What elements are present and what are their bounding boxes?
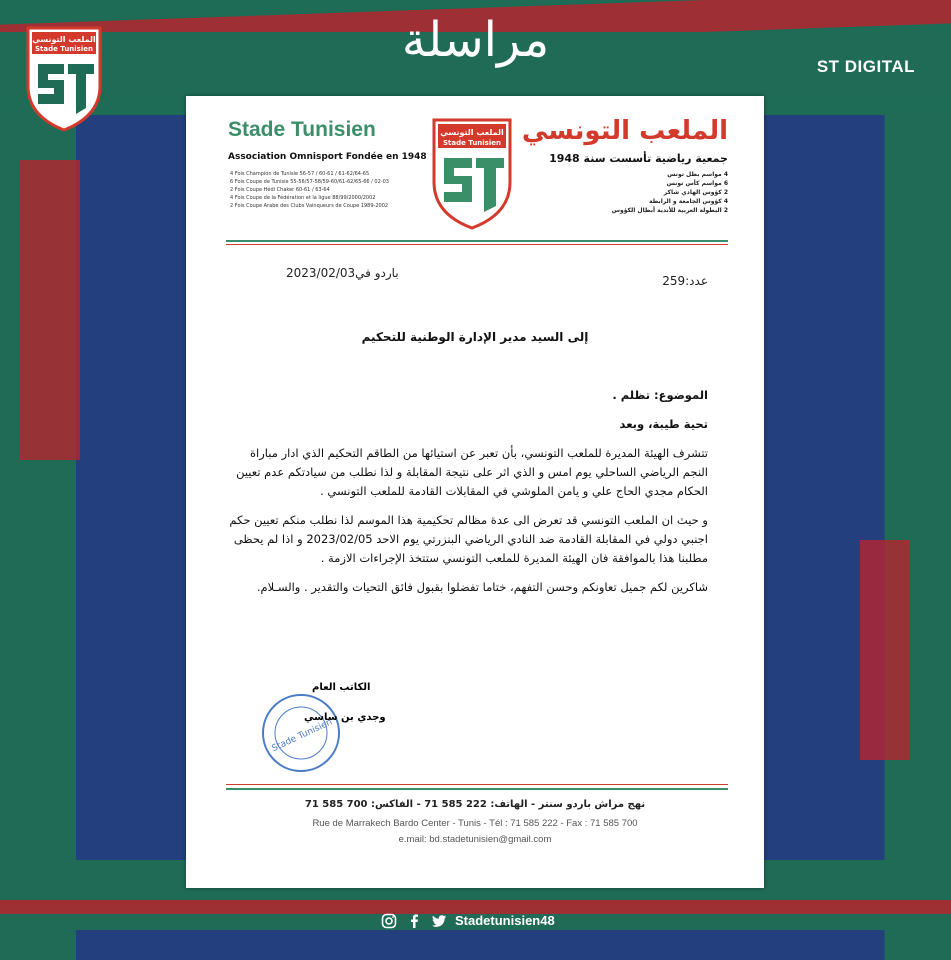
title-fr-item: 2 Fois Coupe Arabe des Clubs Vainqueurs de Coupe 1989-2002 <box>230 203 389 209</box>
titles-list-ar <box>612 170 728 215</box>
letter-greeting: تحية طيبة، وبعد <box>619 417 708 431</box>
titles-list-fr <box>230 170 389 210</box>
twitter-icon[interactable] <box>430 912 447 929</box>
signature-title: الكاتب العام <box>312 682 371 693</box>
red-side-stripe <box>20 160 80 460</box>
stamp-text: Stade Tunisien <box>270 717 334 755</box>
title-fr-item: 6 Fois Coupe de Tunisie 55-56/57-58/59-60/61-62/65-66 / 02-03 <box>230 179 389 185</box>
title-fr-item: 4 Fois Champion de Tunisie 56-57 / 60-61 / 61-62/64-65 <box>230 171 370 177</box>
header-divider <box>226 240 728 242</box>
social-handle[interactable]: Stadetunisien48 <box>455 913 555 928</box>
title-ar-item: 6 مواسم كأس تونس <box>666 180 728 187</box>
crest-text-ar: الملعب التونسي <box>440 128 504 137</box>
letter-reference: عدد:259 <box>662 274 708 288</box>
signature-name: وجدي بن ساسي <box>304 712 386 723</box>
crest-text-fr: Stade Tunisien <box>443 139 501 147</box>
club-name-ar: الملعب التونسي <box>521 116 728 146</box>
title-ar-item: 4 كؤوس الجامعة و الرابطة <box>649 198 728 205</box>
brand-label: ST DIGITAL <box>816 57 915 76</box>
footer-email: e.mail: bd.stadetunisien@gmail.com <box>398 834 552 845</box>
club-subtitle-ar: جمعية رياضية تأسست سنة 1948 <box>549 152 728 165</box>
footer-address-ar: نهج مراش باردو سنتر - الهاتف: 222 585 71 - الفاكس: 700 585 71 <box>304 799 646 810</box>
club-crest <box>430 116 514 232</box>
footer-divider-red <box>226 784 728 785</box>
footer-divider <box>226 788 728 790</box>
logo-text-ar: الملعب التونسي <box>32 35 96 44</box>
page-title: مراسلة <box>401 12 550 68</box>
club-name-fr: Stade Tunisien <box>228 118 376 141</box>
title-fr-item: 2 Fois Coupe Hédi Chaker 60-61 / 63-64 <box>230 187 330 193</box>
letter-paragraph-1: تتشرف الهيئة المديرة للملعب التونسي، بأن تعبر عن استيائها من الطاقم التحكيم الذي ادار مباراة النجم الرياضي الساحلي يوم امس و الذي اثر على نتيجة المقابلة و لذا نطلب من سيادتكم عدم تعيين الحكام مجدي الحاج علي و يامن الملوشي في المقابلات القادمة للملعب التونسي . <box>236 446 708 498</box>
footer-address-fr: Rue de Marrakech Bardo Center - Tunis - Tél : 71 585 222 - Fax : 71 585 700 <box>312 818 638 829</box>
letter-document <box>186 96 764 888</box>
red-side-stripe-right <box>860 540 910 760</box>
title-ar-item: 4 مواسم بطل تونس <box>667 171 728 178</box>
header-divider-red <box>226 244 728 245</box>
logo-text-fr: Stade Tunisien <box>35 45 93 53</box>
facebook-icon[interactable] <box>405 912 422 929</box>
letter-body <box>226 386 708 607</box>
title-fr-item: 4 Fois Coupe de la Fédération et la ligue 88/99/2000/2002 <box>230 195 376 201</box>
official-stamp <box>260 692 342 774</box>
club-logo <box>24 24 104 132</box>
letter-subject: الموضوع: تظلم . <box>612 388 708 402</box>
instagram-icon[interactable] <box>380 912 397 929</box>
social-bar <box>380 912 555 929</box>
letter-date: باردو في2023/02/03 <box>286 266 399 280</box>
title-ar-item: 2 البطولة العربية للأندية أبطال الكؤوس <box>611 207 728 214</box>
letter-paragraph-2: و حيث ان الملعب التونسي قد تعرض الى عدة مظالم تحكيمية هذا الموسم لذا نطلب منكم تعيين حكم اجنبي دولي في المقابلة القادمة ضد النادي الرياضي البنزرتي يوم الاحد 2023/02/05 و اذا لم يحظى مطلبنا هذا بالموافقة فان الهيئة المديرة للملعب التونسي ستتخذ الإجراءات الازمة . <box>229 513 708 565</box>
club-subtitle-fr: Association Omnisport Fondée en 1948 <box>228 152 427 162</box>
letter-closing: شاكرين لكم جميل تعاونكم وحسن التفهم، ختاما تفضلوا بقبول فائق التحيات والتقدير . والسـلام. <box>256 580 708 594</box>
title-ar-item: 2 كؤوس الهادي شاكر <box>663 189 728 196</box>
letter-recipient: إلى السيد مدير الإدارة الوطنية للتحكيم <box>361 330 589 344</box>
